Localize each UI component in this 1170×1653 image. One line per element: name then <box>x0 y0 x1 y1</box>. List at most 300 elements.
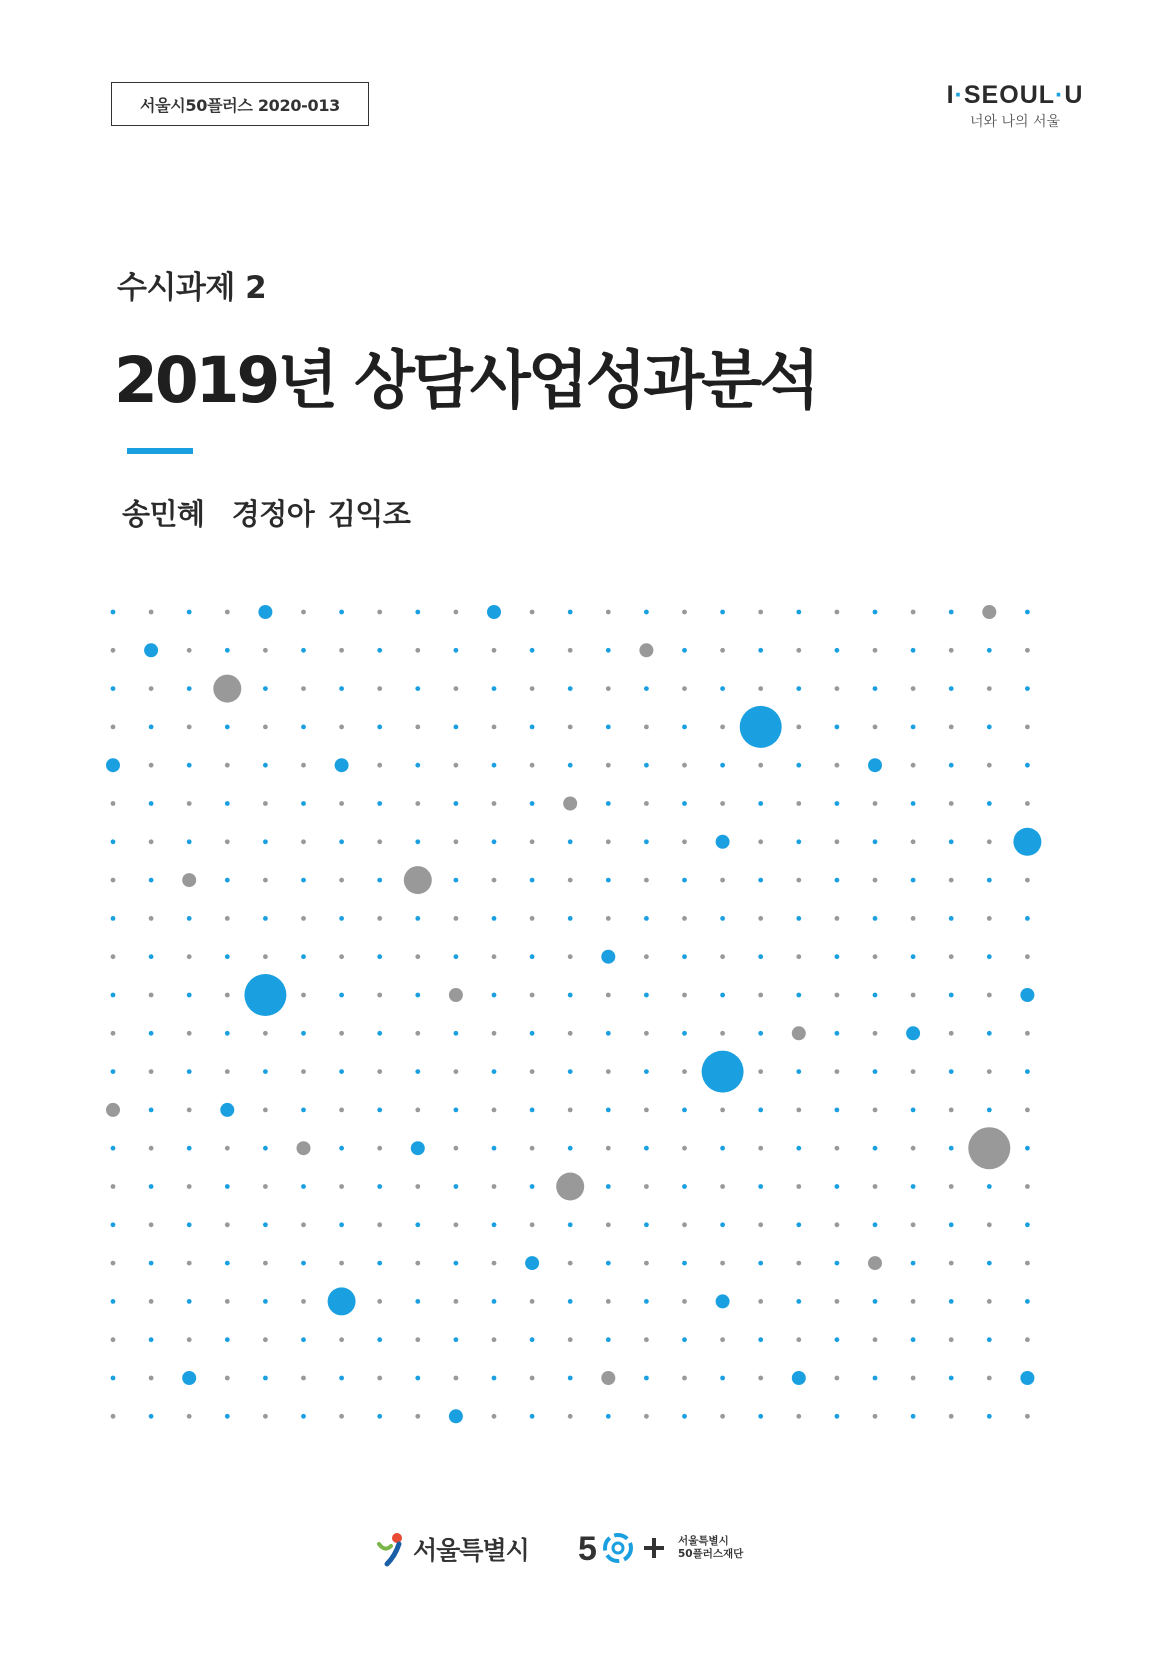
grid-dot <box>949 648 954 653</box>
grid-dot <box>720 1031 725 1036</box>
grid-dot <box>796 1222 801 1227</box>
grid-dot <box>149 801 154 806</box>
grid-dot <box>225 1222 230 1227</box>
grid-dot <box>682 839 687 844</box>
grid-dot <box>873 1146 878 1151</box>
grid-dot <box>454 878 459 883</box>
grid-dot <box>454 839 459 844</box>
grid-dot <box>758 839 763 844</box>
grid-dot <box>873 1222 878 1227</box>
grid-dot <box>454 1069 459 1074</box>
grid-dot <box>263 801 268 806</box>
grid-dot <box>263 725 268 730</box>
grid-dot <box>606 878 611 883</box>
accent-dot <box>449 988 463 1002</box>
grid-dot <box>720 1414 725 1419</box>
grid-dot <box>949 1222 954 1227</box>
grid-dot <box>911 763 916 768</box>
grid-dot <box>949 1146 954 1151</box>
grid-dot <box>835 1261 840 1266</box>
grid-dot <box>530 1299 535 1304</box>
grid-dot <box>606 993 611 998</box>
grid-dot <box>339 1146 344 1151</box>
grid-dot <box>377 1222 382 1227</box>
grid-dot <box>911 648 916 653</box>
grid-dot <box>644 993 649 998</box>
grid-dot <box>415 1222 420 1227</box>
grid-dot <box>377 1299 382 1304</box>
report-title: 2019년 상담사업성과분석 <box>114 344 817 417</box>
grid-dot <box>606 1261 611 1266</box>
grid-dot <box>682 1069 687 1074</box>
grid-dot <box>873 725 878 730</box>
grid-dot <box>987 954 992 959</box>
grid-dot <box>263 1184 268 1189</box>
grid-dot <box>149 1337 154 1342</box>
grid-dot <box>911 1337 916 1342</box>
grid-dot <box>301 1222 306 1227</box>
grid-dot <box>644 1299 649 1304</box>
accent-dot <box>244 974 286 1016</box>
brand-wordmark: I·SEOUL·U <box>946 81 1084 109</box>
grid-dot <box>949 1069 954 1074</box>
grid-dot <box>644 1031 649 1036</box>
grid-dot <box>644 954 649 959</box>
grid-dot <box>454 1031 459 1036</box>
grid-dot <box>720 878 725 883</box>
grid-dot <box>644 725 649 730</box>
grid-dot <box>949 1299 954 1304</box>
grid-dot <box>111 839 116 844</box>
grid-dot <box>111 1299 116 1304</box>
grid-dot <box>796 993 801 998</box>
grid-dot <box>187 1337 192 1342</box>
grid-dot <box>454 801 459 806</box>
grid-dot <box>758 1108 763 1113</box>
grid-dot <box>530 839 535 844</box>
grid-dot <box>149 763 154 768</box>
grid-dot <box>758 686 763 691</box>
grid-dot <box>187 1261 192 1266</box>
grid-dot <box>225 839 230 844</box>
grid-dot <box>339 1184 344 1189</box>
grid-dot <box>796 1108 801 1113</box>
grid-dot <box>301 1376 306 1381</box>
grid-dot <box>911 725 916 730</box>
grid-dot <box>949 1184 954 1189</box>
grid-dot <box>682 1031 687 1036</box>
grid-dot <box>949 763 954 768</box>
grid-dot <box>835 1376 840 1381</box>
grid-dot <box>111 1031 116 1036</box>
grid-dot <box>758 1299 763 1304</box>
grid-dot <box>1025 801 1030 806</box>
grid-dot <box>644 1376 649 1381</box>
accent-dot <box>335 758 349 772</box>
grid-dot <box>301 1069 306 1074</box>
grid-dot <box>263 1376 268 1381</box>
grid-dot <box>187 648 192 653</box>
grid-dot <box>415 954 420 959</box>
grid-dot <box>377 1376 382 1381</box>
grid-dot <box>987 1108 992 1113</box>
accent-dot <box>106 1103 120 1117</box>
grid-dot <box>263 1414 268 1419</box>
grid-dot <box>606 1222 611 1227</box>
grid-dot <box>415 1414 420 1419</box>
grid-dot <box>492 1414 497 1419</box>
grid-dot <box>873 686 878 691</box>
grid-dot <box>492 993 497 998</box>
grid-dot <box>111 686 116 691</box>
grid-dot <box>949 1031 954 1036</box>
grid-dot <box>492 1299 497 1304</box>
grid-dot <box>987 1261 992 1266</box>
grid-dot <box>682 610 687 615</box>
grid-dot <box>835 878 840 883</box>
grid-dot <box>1025 1031 1030 1036</box>
grid-dot <box>682 648 687 653</box>
grid-dot <box>111 648 116 653</box>
grid-dot <box>720 1146 725 1151</box>
grid-dot <box>377 1337 382 1342</box>
grid-dot <box>377 878 382 883</box>
grid-dot <box>377 954 382 959</box>
grid-dot <box>225 1299 230 1304</box>
grid-dot <box>873 1414 878 1419</box>
grid-dot <box>149 1414 154 1419</box>
accent-dot <box>106 758 120 772</box>
grid-dot <box>339 954 344 959</box>
grid-dot <box>530 648 535 653</box>
grid-dot <box>949 1414 954 1419</box>
grid-dot <box>111 1146 116 1151</box>
grid-dot <box>339 1376 344 1381</box>
grid-dot <box>682 1222 687 1227</box>
grid-dot <box>911 1184 916 1189</box>
grid-dot <box>530 1108 535 1113</box>
grid-dot <box>835 954 840 959</box>
grid-dot <box>339 1108 344 1113</box>
grid-dot <box>682 725 687 730</box>
report-subtitle: 수시과제 2 <box>117 270 267 306</box>
grid-dot <box>187 1146 192 1151</box>
grid-dot <box>377 801 382 806</box>
grid-dot <box>263 1069 268 1074</box>
grid-dot <box>758 801 763 806</box>
grid-dot <box>644 1108 649 1113</box>
grid-dot <box>225 1146 230 1151</box>
grid-dot <box>758 610 763 615</box>
grid-dot <box>301 954 306 959</box>
grid-dot <box>835 1184 840 1189</box>
fifty-digit: 5 <box>578 1530 597 1568</box>
grid-dot <box>796 648 801 653</box>
grid-dot <box>720 648 725 653</box>
grid-dot <box>568 1337 573 1342</box>
grid-dot <box>301 1184 306 1189</box>
grid-dot <box>568 1222 573 1227</box>
grid-dot <box>796 1184 801 1189</box>
grid-dot <box>454 1337 459 1342</box>
grid-dot <box>111 1414 116 1419</box>
grid-dot <box>339 610 344 615</box>
grid-dot <box>339 801 344 806</box>
accent-dot <box>982 605 996 619</box>
grid-dot <box>111 801 116 806</box>
grid-dot <box>263 1222 268 1227</box>
grid-dot <box>377 1031 382 1036</box>
grid-dot <box>530 725 535 730</box>
grid-dot <box>492 878 497 883</box>
grid-dot <box>149 839 154 844</box>
grid-dot <box>301 916 306 921</box>
grid-dot <box>568 1146 573 1151</box>
grid-dot <box>111 916 116 921</box>
grid-dot <box>949 1337 954 1342</box>
grid-dot <box>1025 1261 1030 1266</box>
grid-dot <box>758 1222 763 1227</box>
grid-dot <box>530 1337 535 1342</box>
grid-dot <box>873 954 878 959</box>
accent-dot <box>868 1256 882 1270</box>
accent-dot <box>968 1127 1010 1169</box>
accent-dot <box>404 866 432 894</box>
grid-dot <box>949 878 954 883</box>
grid-dot <box>987 878 992 883</box>
grid-dot <box>911 686 916 691</box>
grid-dot <box>873 916 878 921</box>
grid-dot <box>796 878 801 883</box>
grid-dot <box>149 725 154 730</box>
grid-dot <box>758 1184 763 1189</box>
grid-dot <box>492 954 497 959</box>
grid-dot <box>301 1337 306 1342</box>
grid-dot <box>568 1261 573 1266</box>
accent-dot <box>213 675 241 703</box>
grid-dot <box>873 878 878 883</box>
grid-dot <box>225 1031 230 1036</box>
grid-dot <box>225 801 230 806</box>
grid-dot <box>606 916 611 921</box>
accent-dot <box>449 1409 463 1423</box>
grid-dot <box>911 1299 916 1304</box>
grid-dot <box>720 725 725 730</box>
grid-dot <box>682 1261 687 1266</box>
grid-dot <box>568 648 573 653</box>
grid-dot <box>492 1376 497 1381</box>
grid-dot <box>111 1222 116 1227</box>
grid-dot <box>1025 1337 1030 1342</box>
grid-dot <box>225 878 230 883</box>
accent-dot <box>702 1051 744 1093</box>
grid-dot <box>758 1376 763 1381</box>
grid-dot <box>263 954 268 959</box>
grid-dot <box>149 1299 154 1304</box>
grid-dot <box>720 686 725 691</box>
grid-dot <box>111 1184 116 1189</box>
accent-dot <box>906 1026 920 1040</box>
grid-dot <box>301 839 306 844</box>
grid-dot <box>987 1337 992 1342</box>
grid-dot <box>301 993 306 998</box>
grid-dot <box>263 1108 268 1113</box>
accent-dot <box>144 643 158 657</box>
grid-dot <box>758 878 763 883</box>
accent-dot <box>182 873 196 887</box>
grid-dot <box>949 954 954 959</box>
grid-dot <box>873 648 878 653</box>
grid-dot <box>568 878 573 883</box>
grid-dot <box>606 686 611 691</box>
grid-dot <box>111 1261 116 1266</box>
grid-dot <box>263 686 268 691</box>
accent-dot <box>258 605 272 619</box>
grid-dot <box>149 993 154 998</box>
grid-dot <box>454 1376 459 1381</box>
grid-dot <box>949 801 954 806</box>
grid-dot <box>987 1069 992 1074</box>
grid-dot <box>835 1031 840 1036</box>
grid-dot <box>949 725 954 730</box>
grid-dot <box>415 839 420 844</box>
grid-dot <box>263 839 268 844</box>
grid-dot <box>835 1414 840 1419</box>
accent-dot <box>792 1026 806 1040</box>
grid-dot <box>987 839 992 844</box>
grid-dot <box>187 1108 192 1113</box>
grid-dot <box>911 801 916 806</box>
grid-dot <box>796 1337 801 1342</box>
grid-dot <box>263 916 268 921</box>
grid-dot <box>492 648 497 653</box>
grid-dot <box>530 916 535 921</box>
grid-dot <box>1025 1184 1030 1189</box>
fifty-plus-foundation-label: 서울특별시 50플러스재단 <box>678 1535 744 1560</box>
grid-dot <box>644 839 649 844</box>
grid-dot <box>682 763 687 768</box>
grid-dot <box>720 763 725 768</box>
grid-dot <box>682 878 687 883</box>
grid-dot <box>835 686 840 691</box>
grid-dot <box>415 1108 420 1113</box>
grid-dot <box>415 1337 420 1342</box>
grid-dot <box>1025 610 1030 615</box>
accent-dot <box>563 797 577 811</box>
grid-dot <box>835 1222 840 1227</box>
grid-dot <box>187 1414 192 1419</box>
grid-dot <box>149 878 154 883</box>
grid-dot <box>263 763 268 768</box>
grid-dot <box>492 839 497 844</box>
accent-dot <box>328 1287 356 1315</box>
grid-dot <box>911 993 916 998</box>
grid-dot <box>758 763 763 768</box>
grid-dot <box>492 916 497 921</box>
grid-dot <box>949 916 954 921</box>
grid-dot <box>682 1299 687 1304</box>
grid-dot <box>454 763 459 768</box>
grid-dot <box>644 878 649 883</box>
grid-dot <box>796 610 801 615</box>
grid-dot <box>835 1337 840 1342</box>
grid-dot <box>454 1222 459 1227</box>
grid-dot <box>111 610 116 615</box>
grid-dot <box>1025 1299 1030 1304</box>
grid-dot <box>301 686 306 691</box>
grid-dot <box>606 610 611 615</box>
grid-dot <box>987 686 992 691</box>
grid-dot <box>682 916 687 921</box>
grid-dot <box>796 1069 801 1074</box>
grid-dot <box>987 916 992 921</box>
grid-dot <box>530 954 535 959</box>
grid-dot <box>987 1299 992 1304</box>
grid-dot <box>377 1069 382 1074</box>
grid-dot <box>568 1108 573 1113</box>
grid-dot <box>873 610 878 615</box>
grid-dot <box>720 1337 725 1342</box>
grid-dot <box>492 1146 497 1151</box>
grid-dot <box>1025 954 1030 959</box>
grid-dot <box>682 1414 687 1419</box>
grid-dot <box>454 648 459 653</box>
grid-dot <box>225 1069 230 1074</box>
grid-dot <box>682 993 687 998</box>
grid-dot <box>187 839 192 844</box>
grid-dot <box>606 1414 611 1419</box>
accent-dot <box>601 1371 615 1385</box>
grid-dot <box>492 763 497 768</box>
grid-dot <box>796 1146 801 1151</box>
grid-dot <box>644 1261 649 1266</box>
grid-dot <box>911 916 916 921</box>
seoul-emblem-icon <box>375 1530 409 1568</box>
grid-dot <box>377 1184 382 1189</box>
grid-dot <box>301 801 306 806</box>
grid-dot <box>301 763 306 768</box>
grid-dot <box>301 1261 306 1266</box>
grid-dot <box>187 725 192 730</box>
grid-dot <box>987 648 992 653</box>
brand-tagline: 너와 나의 서울 <box>969 114 1061 130</box>
grid-dot <box>492 1069 497 1074</box>
grid-dot <box>263 1031 268 1036</box>
grid-dot <box>149 1261 154 1266</box>
grid-dot <box>339 1414 344 1419</box>
grid-dot <box>644 1069 649 1074</box>
grid-dot <box>796 1414 801 1419</box>
grid-dot <box>796 1261 801 1266</box>
accent-dot <box>868 758 882 772</box>
grid-dot <box>606 1108 611 1113</box>
grid-dot <box>377 763 382 768</box>
grid-dot <box>873 1108 878 1113</box>
grid-dot <box>911 1222 916 1227</box>
grid-dot <box>415 763 420 768</box>
grid-dot <box>149 1146 154 1151</box>
grid-dot <box>796 725 801 730</box>
grid-dot <box>796 801 801 806</box>
grid-dot <box>111 1376 116 1381</box>
grid-dot <box>987 763 992 768</box>
grid-dot <box>682 1376 687 1381</box>
grid-dot <box>263 1261 268 1266</box>
grid-dot <box>796 916 801 921</box>
grid-dot <box>1025 725 1030 730</box>
grid-dot <box>720 1261 725 1266</box>
grid-dot <box>949 1376 954 1381</box>
